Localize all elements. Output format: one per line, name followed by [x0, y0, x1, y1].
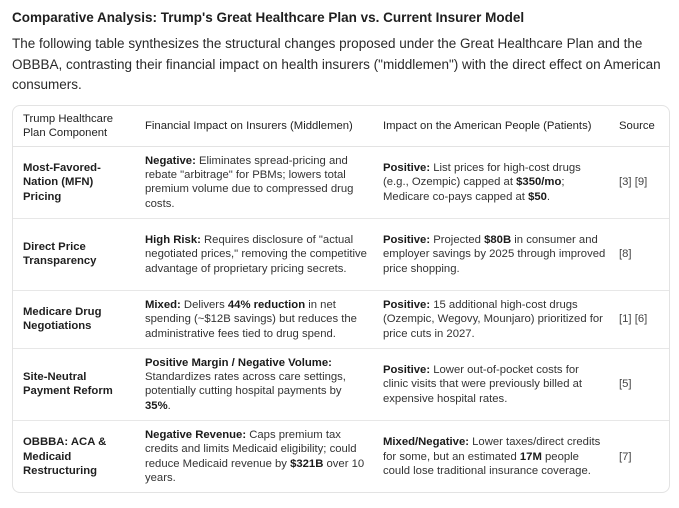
cell-text: Lower out-of-pocket costs for clinic visits that were previously billed at expensive hospital rates.: [383, 364, 583, 405]
emphasis-text: Positive:: [383, 234, 431, 247]
cell-insurer-impact: [137, 146, 375, 218]
table-row: [13, 146, 670, 218]
cell-text: .: [167, 399, 171, 412]
emphasis-text: High Risk:: [145, 234, 201, 247]
emphasis-text: Positive Margin / Negative Volume:: [145, 357, 332, 369]
cell-text: Caps premium tax credits and limits Medicaid eligibility; could reduce Medicaid revenue by: [145, 429, 357, 470]
cell-patient-impact: [375, 290, 615, 348]
emphasis-text: Positive:: [383, 299, 431, 312]
cell-component: Direct Price Transparency: [13, 218, 137, 290]
cell-text: Requires disclosure of "actual negotiated prices," removing the competitive advantage of proprietary pricing secrets.: [145, 234, 367, 275]
cell-component: Most-Favored-Nation (MFN) Pricing: [13, 146, 137, 218]
cell-component: OBBBA: ACA & Medicaid Restructuring: [23, 436, 107, 477]
cell-text: Projected: [430, 234, 485, 247]
cell-patient-impact: [375, 218, 615, 290]
cell-text: Standardizes rates across care settings, potentially cutting hospital payments by: [145, 371, 346, 398]
emphasis-text: Positive:: [383, 162, 431, 175]
cell-text: Lower taxes/direct credits for some, but an estimated: [383, 436, 601, 463]
cell-source: [3] [9]: [615, 146, 670, 218]
emphasis-text: Mixed/Negative:: [383, 436, 470, 449]
cell-insurer-impact: [137, 420, 375, 492]
header-source: Source: [615, 106, 670, 147]
cell-text: Eliminates spread-pricing and rebate "arbitrage" for PBMs; lowers total premium volume due to compressed drug costs.: [145, 155, 354, 210]
emphasis-text: $321B: [290, 457, 324, 470]
cell-insurer-impact: [137, 290, 375, 348]
emphasis-text: $50: [528, 190, 547, 203]
cell-patient-impact: [375, 146, 615, 218]
table-row: [13, 218, 670, 290]
comparison-table: [13, 106, 670, 493]
cell-patient-impact: [375, 348, 615, 420]
cell-patient-impact: [375, 420, 615, 492]
emphasis-text: 35%: [145, 399, 168, 412]
emphasis-text: Positive:: [383, 364, 431, 377]
emphasis-text: $350/mo: [516, 176, 562, 189]
cell-source: [8]: [615, 218, 670, 290]
cell-text: List prices for high-cost drugs (e.g., Ozempic) capped at: [383, 162, 581, 189]
cell-text: over 10 years.: [145, 457, 365, 484]
header-component: Trump Healthcare Plan Component: [13, 106, 137, 147]
header-insurers: Financial Impact on Insurers (Middlemen): [137, 106, 375, 147]
cell-text: .: [546, 190, 551, 203]
cell-source: [7]: [619, 450, 632, 463]
cell-text: 15 additional high-cost drugs (Ozempic, Wegovy, Mounjaro) prioritized for price cuts in 2027.: [383, 299, 603, 340]
cell-text: ; Medicare co-pays capped at: [383, 176, 565, 203]
comparison-table-card: [12, 105, 670, 494]
section-title: Comparative Analysis: Trump's Great Healthcare Plan vs. Current Insurer Model: [12, 10, 525, 25]
cell-text: in net spending (~$12B savings) but reduces the administrative fees tied to drug spend.: [145, 299, 357, 340]
emphasis-text: 17M: [519, 450, 542, 463]
cell-insurer-impact: [137, 348, 375, 420]
cell-text: Delivers: [180, 299, 228, 312]
cell-text: people could lose traditional insurance coverage.: [383, 450, 591, 477]
header-patients: Impact on the American People (Patients): [375, 106, 615, 147]
cell-component: Medicare Drug Negotiations: [13, 290, 137, 348]
emphasis-text: $80B: [484, 234, 512, 247]
table-body: [13, 146, 670, 492]
emphasis-text: Negative Revenue:: [145, 429, 247, 442]
intro-paragraph: The following table synthesizes the structural changes proposed under the Great Healthcare Plan and the OBBBA, contrasting their financial impact on health insurers ("middlemen") with the direct effect on American consumers.: [12, 36, 661, 92]
table-row: [13, 420, 670, 492]
cell-insurer-impact: [137, 218, 375, 290]
table-row: [13, 348, 670, 420]
emphasis-text: Mixed:: [145, 299, 181, 312]
cell-component: Site-Neutral Payment Reform: [13, 348, 137, 420]
emphasis-text: 44% reduction: [227, 299, 306, 312]
table-header-row: [13, 106, 670, 147]
cell-source: [5]: [615, 348, 670, 420]
cell-source: [1] [6]: [615, 290, 670, 348]
cell-text: in consumer and employer savings by 2025 through improved price shopping.: [383, 234, 606, 275]
table-row: [13, 290, 670, 348]
emphasis-text: Negative:: [145, 155, 196, 167]
